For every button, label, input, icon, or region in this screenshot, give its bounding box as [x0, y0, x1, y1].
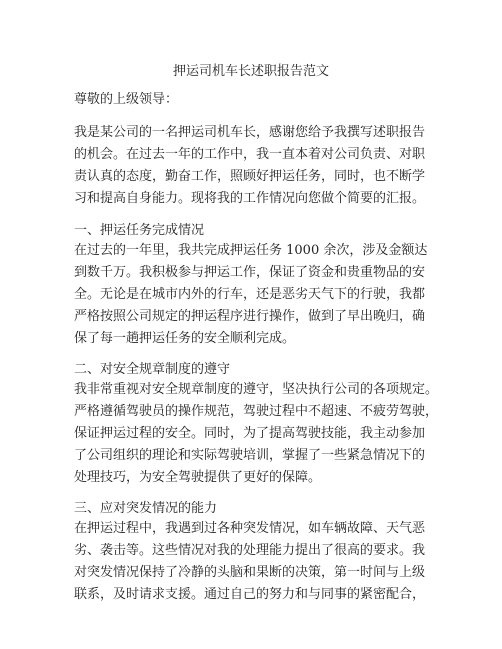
section-heading: 二、对安全规章制度的遵守 — [74, 362, 231, 377]
salutation: 尊敬的上级领导： — [74, 92, 179, 107]
paragraph-line: 处理技巧，为安全驾驶提供了更好的保障。 — [74, 470, 322, 485]
paragraph-line: 严格按照公司规定的押运程序进行操作，做到了早出晚归，确 — [74, 309, 426, 324]
paragraph-line: 严格遵循驾驶员的操作规范，驾驶过程中不超速、不疲劳驾驶， — [74, 404, 439, 419]
paragraph-line: 保证押运过程的安全。同时，为了提高驾驶技能，我主动参加 — [74, 426, 426, 441]
section-heading: 三、应对突发情况的能力 — [74, 501, 218, 516]
paragraph-line: 保了每一趟押运任务的安全顺利完成。 — [74, 331, 296, 346]
paragraph-line: 在过去的一年里，我共完成押运任务 1000 余次，涉及金额达 — [74, 243, 428, 258]
paragraph-line: 对突发情况保持了冷静的头脑和果断的决策，第一时间与上级 — [74, 565, 426, 580]
paragraph-line: 了公司组织的理论和实际驾驶培训，掌握了一些紧急情况下的 — [74, 448, 426, 463]
document-title: 押运司机车长述职报告范文 — [172, 64, 329, 79]
section-heading: 一、押运任务完成情况 — [74, 223, 205, 238]
intro-line: 习和提高自身能力。现将我的工作情况向您做个简要的汇报。 — [74, 191, 426, 206]
paragraph-line: 全。无论是在城市内外的行车，还是恶劣天气下的行驶，我都 — [74, 287, 426, 302]
paragraph-line: 在押运过程中，我遇到过各种突发情况，如车辆故障、天气恶 — [74, 521, 426, 536]
intro-line: 的机会。在过去一年的工作中，我一直本着对公司负责、对职 — [74, 147, 426, 162]
paragraph-line: 劣、袭击等。这些情况对我的处理能力提出了很高的要求。我 — [74, 543, 426, 558]
intro-line: 我是某公司的一名押运司机车长，感谢您给予我撰写述职报告 — [74, 125, 426, 140]
paragraph-line: 联系，及时请求支援。通过自己的努力和与同事的紧密配合， — [74, 587, 426, 602]
paragraph-line: 到数千万。我积极参与押运工作，保证了资金和贵重物品的安 — [74, 265, 426, 280]
intro-line: 责认真的态度，勤奋工作，照顾好押运任务，同时，也不断学 — [74, 169, 426, 184]
paragraph-line: 我非常重视对安全规章制度的遵守，坚决执行公司的各项规定。 — [74, 382, 439, 397]
